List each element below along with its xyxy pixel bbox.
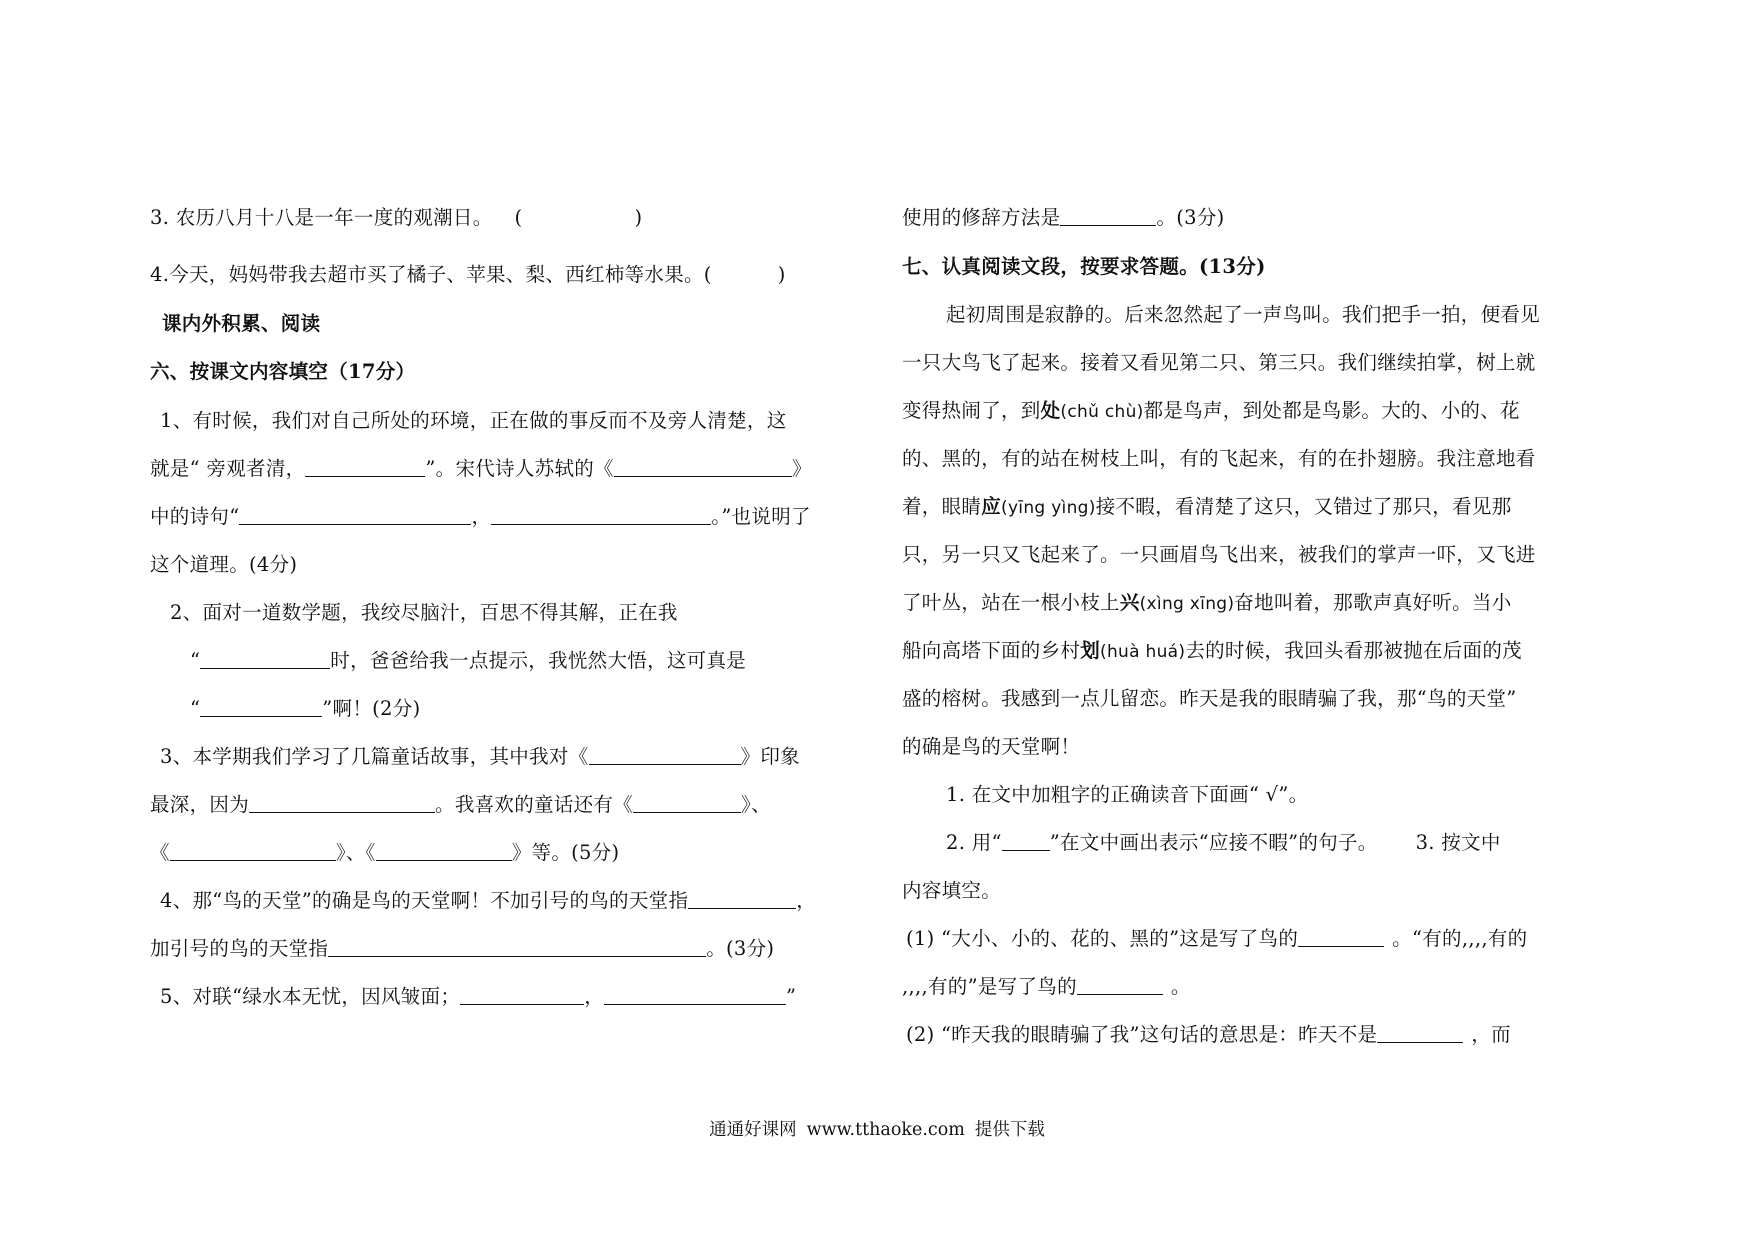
- page-footer: [0, 1118, 1754, 1142]
- sub-question-1: (1) “大小、小的、花的、黑的”这是写了鸟的 。“有的,,,,有的: [906, 927, 1528, 950]
- part6-heading: 六、按课文内容填空（17分）: [150, 360, 416, 383]
- blank-field: [200, 698, 322, 717]
- pinyin-options: (huà huá): [1100, 642, 1186, 662]
- bold-char: 兴: [1119, 591, 1140, 614]
- p6-3-line3: 《 》、《 》等。(5分): [150, 841, 620, 864]
- blank-field: [200, 650, 330, 669]
- blank-field: [249, 794, 435, 813]
- p6-2-line1: 2、面对一道数学题，我绞尽脑汁，百思不得其解，正在我: [170, 601, 678, 624]
- bold-char: 应: [981, 495, 1002, 518]
- sub-question-1-line2: ,,,,有的”是写了鸟的 。: [902, 975, 1191, 998]
- passage-line-8: 船向高塔下面的乡村划(huà huá)去的时候，我回头看那被抛在后面的茂: [902, 639, 1522, 662]
- part7-heading: 七、认真阅读文段，按要求答题。(13分): [902, 255, 1266, 278]
- p6-2-line3: “ ”啊！(2分): [190, 697, 421, 720]
- blank-field: [1377, 1024, 1463, 1043]
- pinyin-options: (yīng yìng): [1001, 498, 1096, 518]
- blank-field: [589, 746, 741, 765]
- blank-field: [1060, 207, 1156, 226]
- blank-field: [376, 842, 512, 861]
- p6-4-line1: 4、那“鸟的天堂”的确是鸟的天堂啊！不加引号的鸟的天堂指 ，: [160, 889, 817, 912]
- blank-field: [1077, 976, 1163, 995]
- passage-line-7: 了叶丛，站在一根小枝上兴(xìng xīng)奋地叫着，那歌声真好听。当小: [902, 591, 1512, 614]
- p6-3-line2: 最深，因为 。我喜欢的童话还有《 》、: [150, 793, 771, 816]
- question-1: 1. 在文中加粗字的正确读音下面画“ √”。: [946, 783, 1309, 806]
- download-note: 提供下载: [974, 1120, 1045, 1140]
- section-heading: 课内外积累、阅读: [162, 312, 321, 335]
- rhetoric-continuation: 使用的修辞方法是 。(3分): [902, 206, 1225, 229]
- blank-field: [688, 890, 796, 909]
- p6-1-line1: 1、有时候，我们对自己所处的环境，正在做的事反而不及旁人清楚，这: [160, 409, 787, 432]
- question-2: 2. 用“ ”在文中画出表示“应接不暇”的句子。 3. 按文中: [946, 831, 1501, 854]
- passage-line-10: 的确是鸟的天堂啊！: [902, 735, 1081, 758]
- question-3-cont: 内容填空。: [902, 879, 1002, 902]
- passage-line-9: 盛的榕树。我感到一点儿留恋。昨天是我的眼睛骗了我，那“鸟的天堂”: [902, 687, 1517, 710]
- judge-item-3: 3. 农历八月十八是一年一度的观潮日。 ( ): [150, 206, 643, 229]
- blank-field: [604, 986, 786, 1005]
- blank-field: [239, 506, 471, 525]
- p6-2-line2: “ 时，爸爸给我一点提示，我恍然大悟，这可真是: [190, 649, 747, 672]
- bold-char: 划: [1080, 639, 1101, 662]
- blank-field: [1298, 928, 1384, 947]
- pinyin-options: (xìng xīng): [1139, 594, 1235, 614]
- p6-5-line1: 5、对联“绿水本无忧，因风皱面； ， ”: [160, 985, 797, 1008]
- judge-item-4: 4.今天，妈妈带我去超市买了橘子、苹果、梨、西红柿等水果。( ): [150, 263, 786, 286]
- underline-sample: [1002, 832, 1050, 851]
- blank-field: [460, 986, 584, 1005]
- site-url[interactable]: www.tthaoke.com: [806, 1120, 965, 1140]
- p6-1-line3: 中的诗句“ ， 。”也说明了: [150, 505, 811, 528]
- passage-line-4: 的、黑的，有的站在树枝上叫，有的飞起来，有的在扑翅膀。我注意地看: [902, 447, 1536, 470]
- bold-char: 处: [1040, 399, 1061, 422]
- passage-line-2: 一只大鸟飞了起来。接着又看见第二只、第三只。我们继续拍掌，树上就: [902, 351, 1536, 374]
- passage-line-1: 起初周围是寂静的。后来忽然起了一声鸟叫。我们把手一拍，便看见: [946, 303, 1541, 326]
- site-name: 通通好课网: [709, 1120, 797, 1140]
- blank-field: [633, 794, 741, 813]
- blank-field: [170, 842, 336, 861]
- passage-line-6: 只，另一只又飞起来了。一只画眉鸟飞出来，被我们的掌声一吓，又飞进: [902, 543, 1536, 566]
- passage-line-5: 着，眼睛应(yīng yìng)接不暇，看清楚了这只，又错过了那只，看见那: [902, 495, 1512, 518]
- p6-4-line2: 加引号的鸟的天堂指 。(3分): [150, 937, 775, 960]
- sub-question-2: (2) “昨天我的眼睛骗了我”这句话的意思是：昨天不是 ，而: [906, 1023, 1511, 1046]
- blank-field: [614, 458, 792, 477]
- p6-1-line2: 就是“ 旁观者清， ”。宋代诗人苏轼的《 》: [150, 457, 812, 480]
- blank-field: [491, 506, 711, 525]
- p6-1-line4: 这个道理。(4分): [150, 553, 298, 576]
- blank-field: [305, 458, 425, 477]
- pinyin-options: (chǔ chù): [1060, 402, 1144, 422]
- blank-field: [328, 938, 706, 957]
- passage-line-3: 变得热闹了，到处(chǔ chù)都是鸟声，到处都是鸟影。大的、小的、花: [902, 399, 1520, 422]
- p6-3-line1: 3、本学期我们学习了几篇童话故事，其中我对《 》印象: [160, 745, 800, 768]
